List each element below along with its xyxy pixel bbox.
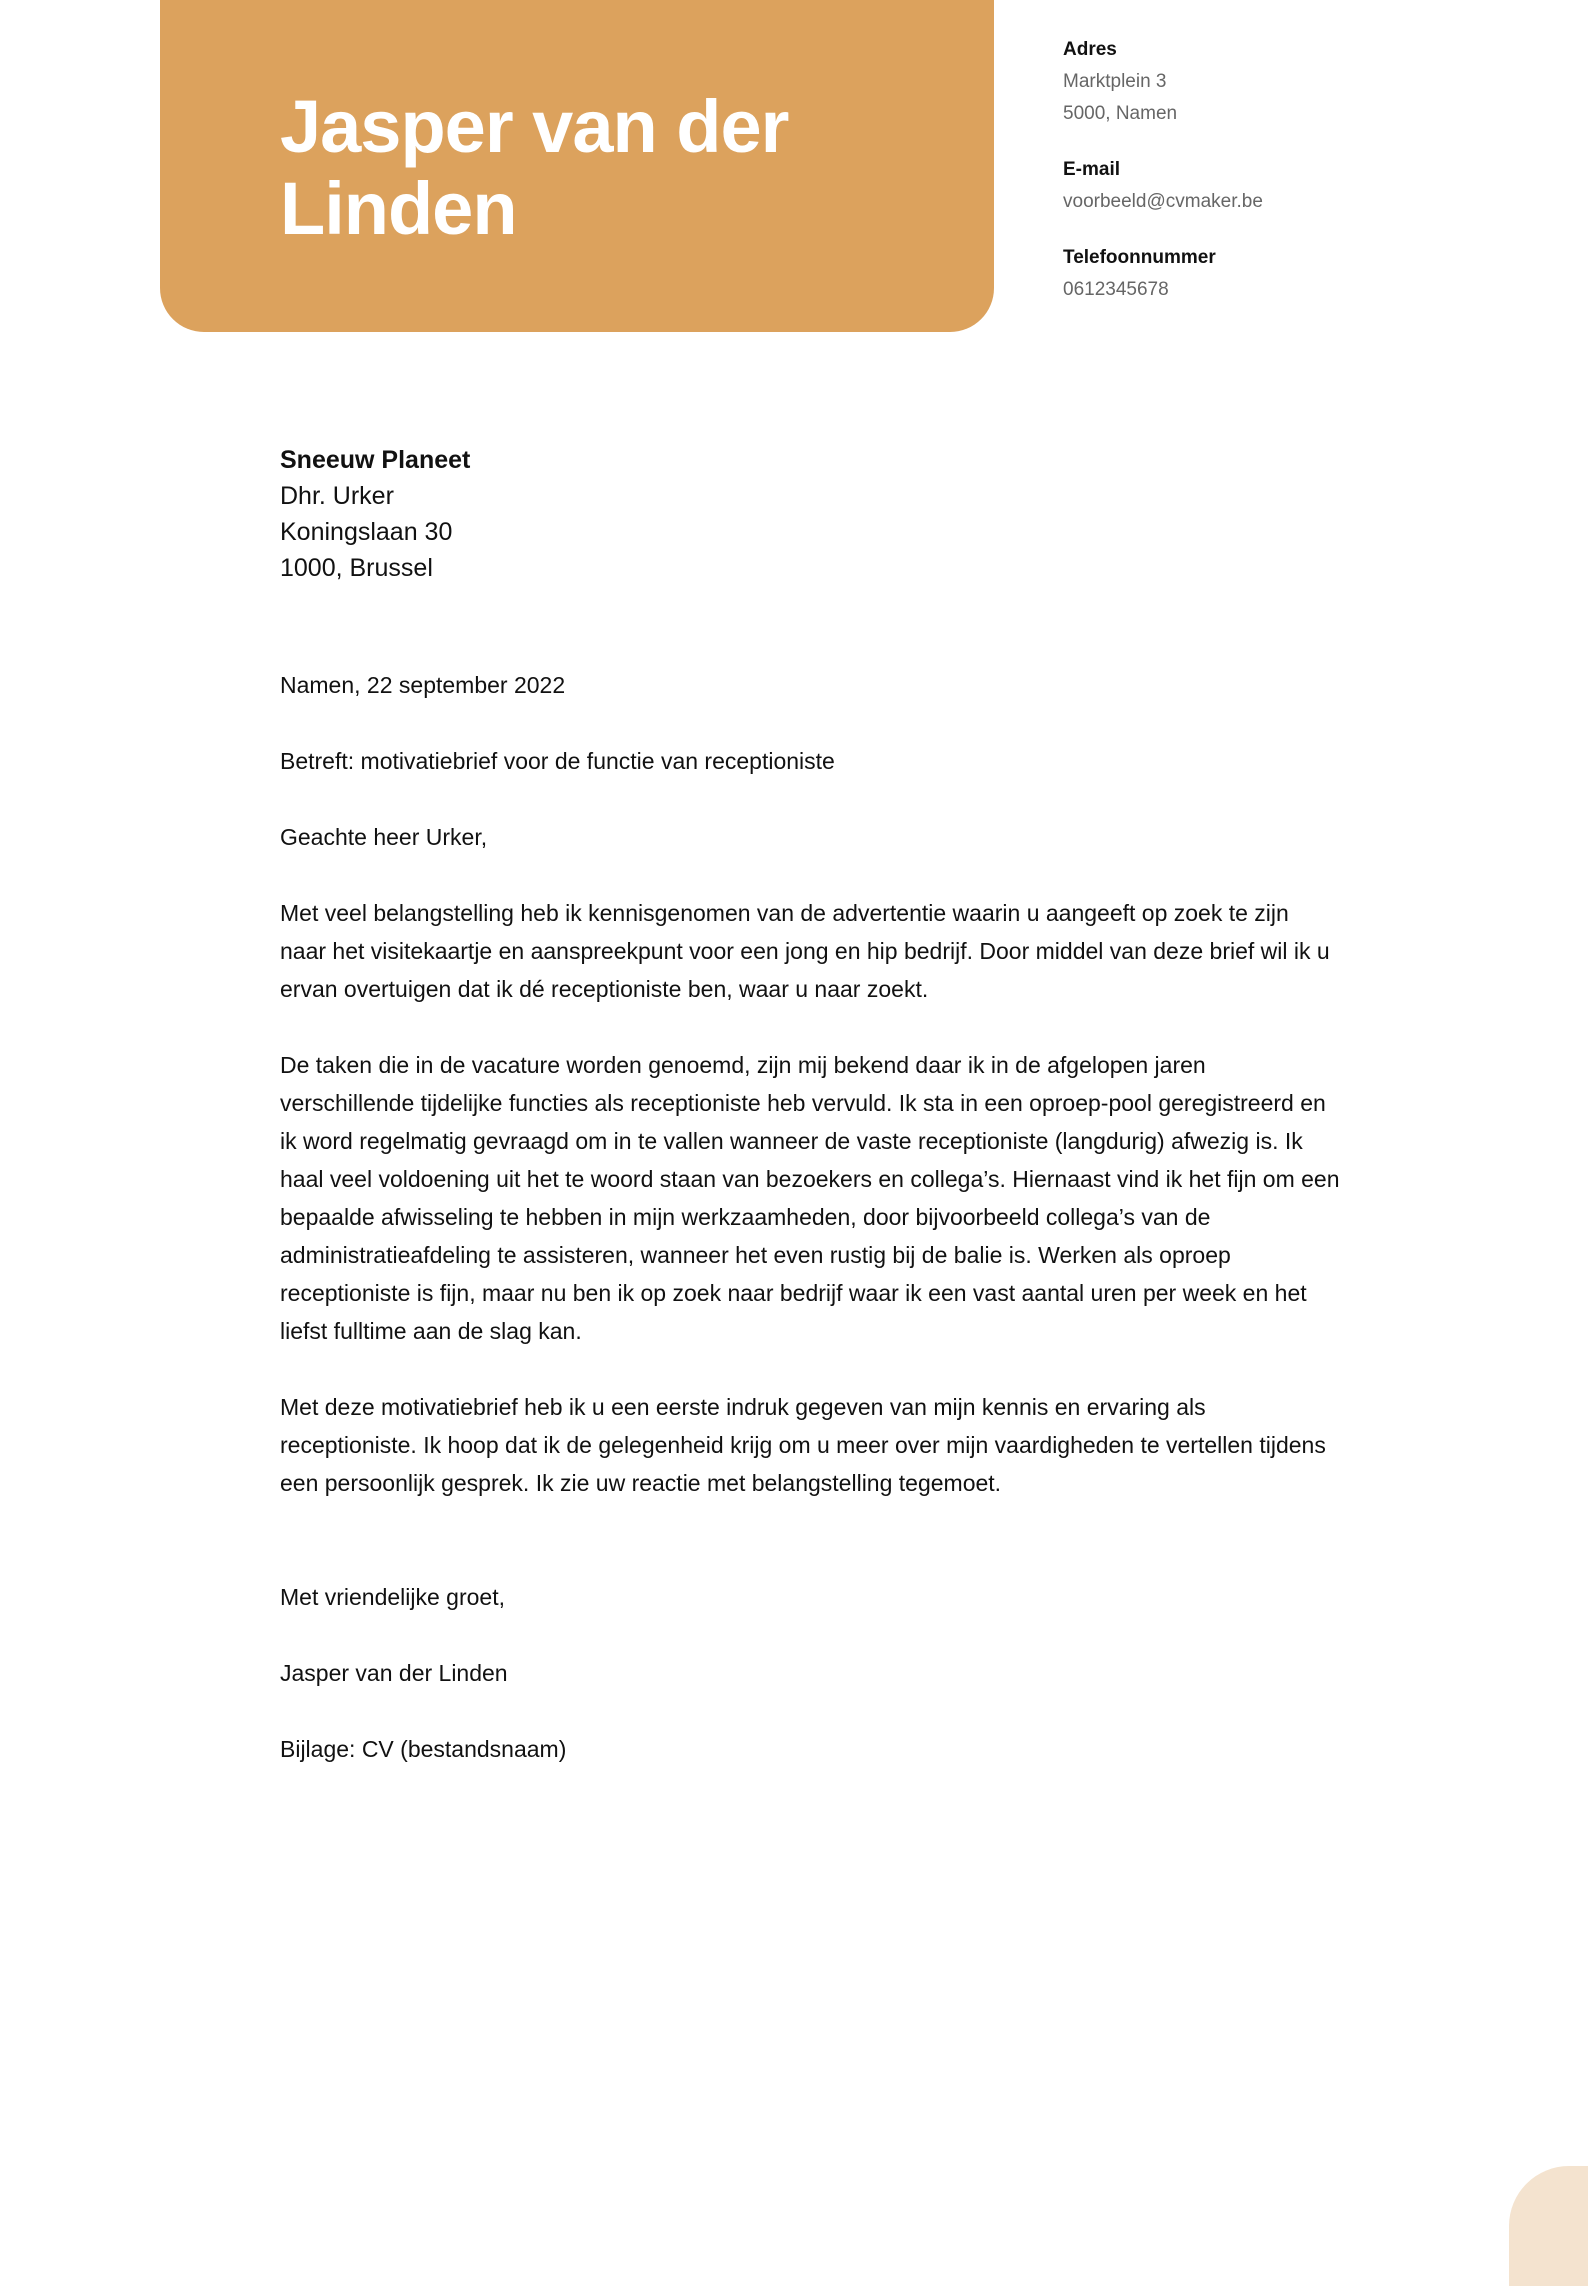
recipient-person: Dhr. Urker <box>280 482 394 510</box>
recipient-street: Koningslaan 30 <box>280 518 453 546</box>
address-line-1: Marktplein 3 <box>1063 71 1167 92</box>
closing: Met vriendelijke groet, <box>280 1584 505 1610</box>
place-date: Namen, 22 september 2022 <box>280 672 566 698</box>
email-value: voorbeeld@cvmaker.be <box>1063 191 1263 212</box>
recipient-block <box>280 442 1180 586</box>
contact-address <box>1063 34 1543 130</box>
contact-phone <box>1063 242 1543 306</box>
address-line-2: 5000, Namen <box>1063 103 1178 124</box>
sender-name: Jasper van der Linden <box>280 85 789 250</box>
paragraph-conclusion: Met deze motivatiebrief heb ik u een eerste indruk gegeven van mijn kennis en ervaring als receptioniste. Ik hoop dat ik de gelegenheid krijg om u meer over mijn vaardigheden te vertellen tijdens een persoonlijk gesprek. Ik zie uw reactie met belangstelling tegemoet. <box>280 1394 1326 1496</box>
contact-email <box>1063 154 1543 218</box>
salutation: Geachte heer Urker, <box>280 824 488 850</box>
subject-line: Betreft: motivatiebrief voor de functie van receptioniste <box>280 748 835 774</box>
address-label: Adres <box>1063 39 1117 60</box>
paragraph-experience: De taken die in de vacature worden genoemd, zijn mij bekend daar ik in de afgelopen jaren verschillende tijdelijke functies als receptioniste heb vervuld. Ik sta in een oproep-pool geregistreerd en ik word regelmatig gevraagd om in te vallen wanneer de vaste receptioniste (langdurig) afwezig is. Ik haal veel voldoening uit het te woord staan van bezoekers en collega’s. Hiernaast vind ik het fijn om een bepaalde afwisseling te hebben in mijn werkzaamheden, door bijvoorbeeld collega’s van de administratieafdeling te assisteren, wanneer het even rustig bij de balie is. Werken als oproep receptioniste is fijn, maar nu ben ik op zoek naar bedrijf waar ik een vast aantal uren per week en het liefst fulltime aan de slag kan. <box>280 1052 1340 1344</box>
signature: Jasper van der Linden <box>280 1660 508 1686</box>
email-label: E-mail <box>1063 159 1121 180</box>
recipient-city: 1000, Brussel <box>280 554 433 582</box>
attachment-note: Bijlage: CV (bestandsnaam) <box>280 1736 567 1762</box>
letter-body <box>280 666 1340 1806</box>
recipient-company: Sneeuw Planeet <box>280 446 471 474</box>
contact-details <box>1063 34 1543 330</box>
phone-label: Telefoonnummer <box>1063 247 1216 268</box>
corner-decoration <box>1509 2166 1588 2286</box>
name-header-block <box>160 0 994 332</box>
paragraph-intro: Met veel belangstelling heb ik kennisgenomen van de advertentie waarin u aangeeft op zoek te zijn naar het visitekaartje en aanspreekpunt voor een jong en hip bedrijf. Door middel van deze brief wil ik u ervan overtuigen dat ik dé receptioniste ben, waar u naar zoekt. <box>280 900 1330 1002</box>
phone-value: 0612345678 <box>1063 279 1169 300</box>
